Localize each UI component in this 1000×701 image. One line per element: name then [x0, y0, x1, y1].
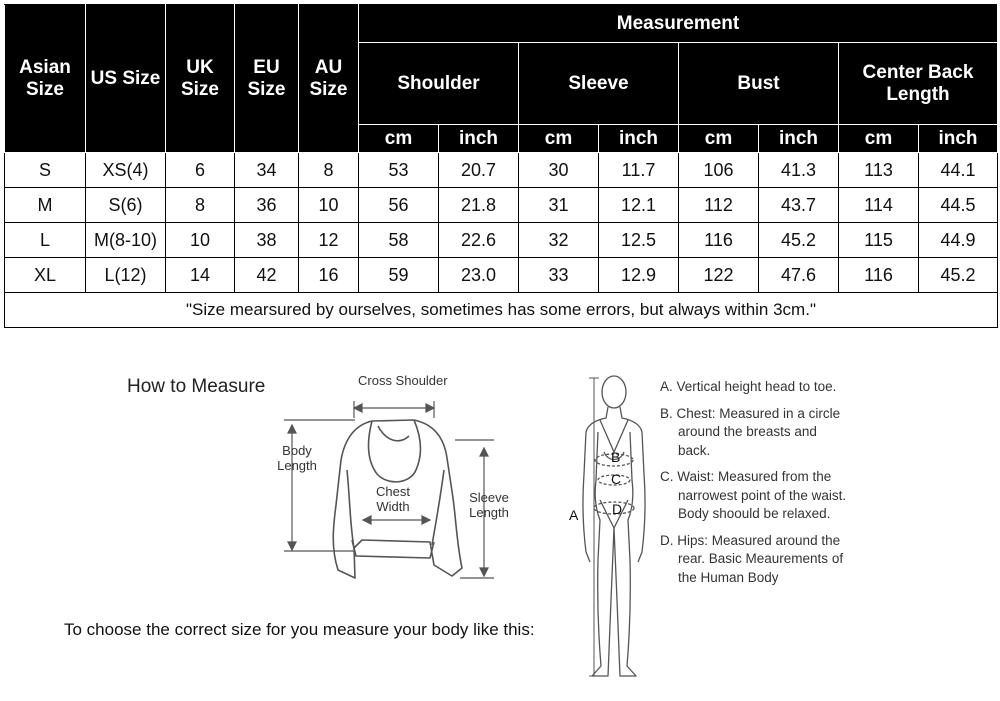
header-au-size: AU Size	[299, 5, 359, 153]
header-bust: Bust	[679, 43, 839, 125]
table-cell: 10	[166, 223, 235, 258]
table-cell: 12.1	[599, 188, 679, 223]
table-cell: 33	[519, 258, 599, 293]
header-unit-inch: inch	[919, 125, 998, 153]
table-cell: 23.0	[439, 258, 519, 293]
table-cell: 12.9	[599, 258, 679, 293]
legend-item-height: A. Vertical height head to toe.	[660, 379, 837, 394]
table-cell: M(8-10)	[86, 223, 166, 258]
table-cell: 8	[299, 153, 359, 188]
table-cell: 41.3	[759, 153, 839, 188]
header-shoulder: Shoulder	[359, 43, 519, 125]
table-cell: 44.1	[919, 153, 998, 188]
table-cell: 114	[839, 188, 919, 223]
table-cell: 22.6	[439, 223, 519, 258]
header-center-back-length: Center Back Length	[839, 43, 998, 125]
table-cell: 59	[359, 258, 439, 293]
table-cell: 45.2	[919, 258, 998, 293]
table-cell: M	[5, 188, 86, 223]
legend-item-hips: D. Hips: Measured around the rear. Basic Meaurements of the Human Body	[660, 532, 844, 585]
table-cell: L	[5, 223, 86, 258]
table-cell: 53	[359, 153, 439, 188]
table-cell: 16	[299, 258, 359, 293]
legend-item-chest: B. Chest: Measured in a circle around the breasts and back.	[660, 405, 841, 458]
header-unit-inch: inch	[599, 125, 679, 153]
table-note: "Size mearsured by ourselves, sometimes has some errors, but always within 3cm."	[5, 293, 998, 328]
header-unit-cm: cm	[359, 125, 439, 153]
how-to-measure-title: How to Measure	[127, 376, 266, 397]
table-cell: 30	[519, 153, 599, 188]
table-cell: 113	[839, 153, 919, 188]
table-cell: 34	[235, 153, 299, 188]
table-cell: 32	[519, 223, 599, 258]
table-cell: 106	[679, 153, 759, 188]
choose-size-text: To choose the correct size for you measure your body like this:	[64, 620, 535, 639]
header-unit-inch: inch	[439, 125, 519, 153]
table-cell: S	[5, 153, 86, 188]
table-cell: 11.7	[599, 153, 679, 188]
table-cell: 12.5	[599, 223, 679, 258]
table-cell: 21.8	[439, 188, 519, 223]
table-cell: 47.6	[759, 258, 839, 293]
body-letter-a: A	[569, 507, 579, 523]
table-cell: 12	[299, 223, 359, 258]
label-chest-width: Chest Width	[376, 484, 410, 514]
body-letter-c: C	[611, 471, 622, 487]
header-sleeve: Sleeve	[519, 43, 679, 125]
label-body-length: Body Length	[277, 443, 317, 473]
table-cell: 43.7	[759, 188, 839, 223]
table-cell: 45.2	[759, 223, 839, 258]
table-cell: 44.9	[919, 223, 998, 258]
header-asian-size: Asian Size	[5, 5, 86, 153]
body-letter-d: D	[612, 501, 623, 517]
table-cell: 42	[235, 258, 299, 293]
measurement-legend	[660, 378, 850, 595]
table-cell: XS(4)	[86, 153, 166, 188]
table-cell: S(6)	[86, 188, 166, 223]
header-measurement: Measurement	[359, 5, 998, 43]
table-cell: 8	[166, 188, 235, 223]
table-cell: 38	[235, 223, 299, 258]
table-cell: 10	[299, 188, 359, 223]
table-cell: 116	[679, 223, 759, 258]
header-unit-inch: inch	[759, 125, 839, 153]
header-uk-size: UK Size	[166, 5, 235, 153]
body-figure	[583, 376, 645, 676]
header-unit-cm: cm	[839, 125, 919, 153]
table-cell: 58	[359, 223, 439, 258]
legend-item-waist: C. Waist: Measured from the narrowest point of the waist. Body shoould be relaxed.	[660, 469, 847, 521]
table-cell: 20.7	[439, 153, 519, 188]
body-letter-b: B	[611, 449, 621, 465]
table-cell: 36	[235, 188, 299, 223]
table-cell: L(12)	[86, 258, 166, 293]
table-cell: 6	[166, 153, 235, 188]
header-us-size: US Size	[86, 5, 166, 153]
table-cell: 122	[679, 258, 759, 293]
header-unit-cm: cm	[519, 125, 599, 153]
table-cell: 116	[839, 258, 919, 293]
table-cell: 115	[839, 223, 919, 258]
table-cell: 14	[166, 258, 235, 293]
table-cell: 31	[519, 188, 599, 223]
header-unit-cm: cm	[679, 125, 759, 153]
label-sleeve-length: Sleeve Length	[469, 490, 509, 520]
table-cell: 56	[359, 188, 439, 223]
table-cell: 44.5	[919, 188, 998, 223]
table-cell: 112	[679, 188, 759, 223]
label-cross-shoulder: Cross Shoulder	[358, 373, 448, 388]
table-cell: XL	[5, 258, 86, 293]
header-eu-size: EU Size	[235, 5, 299, 153]
